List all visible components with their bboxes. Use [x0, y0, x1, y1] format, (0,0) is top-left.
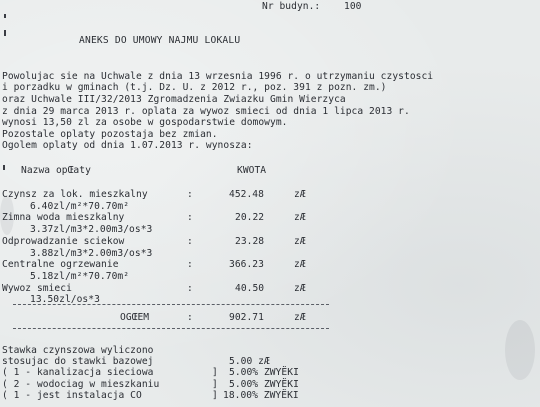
surcharge-label: ( 1 - jest instalacja CO [2, 390, 142, 401]
fee-row-amount: 20.22 [235, 212, 265, 223]
rate-base-label: stosujac do stawki bazowej [2, 356, 154, 367]
fee-row-currency: zÆ [294, 259, 306, 270]
separator-line [13, 328, 329, 329]
surcharge-value: 5.00% ZWYËKI [229, 379, 299, 390]
intro-line: z dnia 29 marca 2013 r. oplata za wywoz smieci od dnia 1 lipca 2013 r. [2, 106, 410, 117]
surcharge-bracket: ] [212, 367, 218, 378]
fee-row-separator: : [187, 259, 193, 270]
rate-base-value: 5.00 zÆ [229, 356, 270, 367]
surcharge-bracket: ] [212, 379, 218, 390]
total-currency: zÆ [294, 312, 306, 323]
surcharge-value: 5.00% ZWYËKI [229, 367, 299, 378]
fee-row-amount: 23.28 [235, 236, 265, 247]
fee-row-currency: zÆ [294, 212, 306, 223]
intro-line: Ogolem oplaty od dnia 1.07.2013 r. wynosza: [2, 140, 253, 151]
scan-smudge [505, 320, 535, 380]
margin-mark [4, 30, 6, 36]
fee-row-detail: 3.37zl/m3*2.00m3/os*3 [30, 224, 153, 235]
fee-row-name: Czynsz za lok. mieszkalny [2, 189, 148, 200]
fee-row-name: Wywoz smieci [2, 283, 72, 294]
column-header-amount: KWOTA [237, 165, 267, 176]
fee-row-detail: 6.40zl/m²*70.70m² [30, 201, 130, 212]
intro-line: Pozostale oplaty pozostaja bez zmian. [2, 129, 218, 140]
fee-row-amount: 452.48 [229, 189, 264, 200]
fee-row-currency: zÆ [294, 236, 306, 247]
fee-row-name: Zimna woda mieszkalny [2, 212, 125, 223]
fee-row-separator: : [187, 236, 193, 247]
total-label: OGŒEM [120, 312, 150, 323]
fee-row-amount: 40.50 [235, 283, 265, 294]
fee-row-detail: 3.88zl/m3*2.00m3/os*3 [30, 248, 153, 259]
intro-line: oraz Uchwale III/32/2013 Zgromadzenia Zwiazku Gmin Wierzyca [2, 94, 346, 105]
fee-row-currency: zÆ [294, 283, 306, 294]
total-amount: 902.71 [229, 312, 264, 323]
fee-row-name: Odprowadzanie sciekow [2, 236, 125, 247]
fee-row-detail: 13.50zl/os*3 [30, 294, 100, 305]
fee-row-detail: 5.18zl/m²*70.70m² [30, 271, 130, 282]
fee-row-separator: : [187, 189, 193, 200]
column-header-name: Nazwa opŒaty [21, 165, 91, 176]
surcharge-label: ( 1 - kanalizacja sieciowa [2, 367, 154, 378]
building-number-value: 100 [344, 1, 362, 12]
fee-row-separator: : [187, 212, 193, 223]
surcharge-value: 18.00% ZWYËKI [223, 390, 299, 401]
intro-line: wynosi 13,50 zl za osobe w gospodarstwie domowym. [2, 117, 288, 128]
total-separator: : [187, 312, 193, 323]
intro-line: Powolujac sie na Uchwale z dnia 13 wrzesnia 1996 r. o utrzymaniu czystosci [2, 71, 434, 82]
surcharge-bracket: ] [212, 390, 218, 401]
fee-row-amount: 366.23 [229, 259, 264, 270]
fee-row-separator: : [187, 283, 193, 294]
intro-line: i porzadku w gminach (t.j. Dz. U. z 2012 r., poz. 391 z pozn. zm.) [2, 82, 387, 93]
rate-note: Stawka czynszowa wyliczono [2, 345, 154, 356]
margin-mark [3, 165, 5, 170]
document-title: ANEKS DO UMOWY NAJMU LOKALU [79, 35, 241, 46]
building-number-label: Nr budyn.: [262, 1, 321, 12]
margin-mark [4, 14, 6, 18]
fee-row-name: Centralne ogrzewanie [2, 259, 119, 270]
surcharge-label: ( 2 - wodociag w mieszkaniu [2, 379, 160, 390]
separator-line [13, 304, 329, 305]
fee-row-currency: zÆ [294, 189, 306, 200]
